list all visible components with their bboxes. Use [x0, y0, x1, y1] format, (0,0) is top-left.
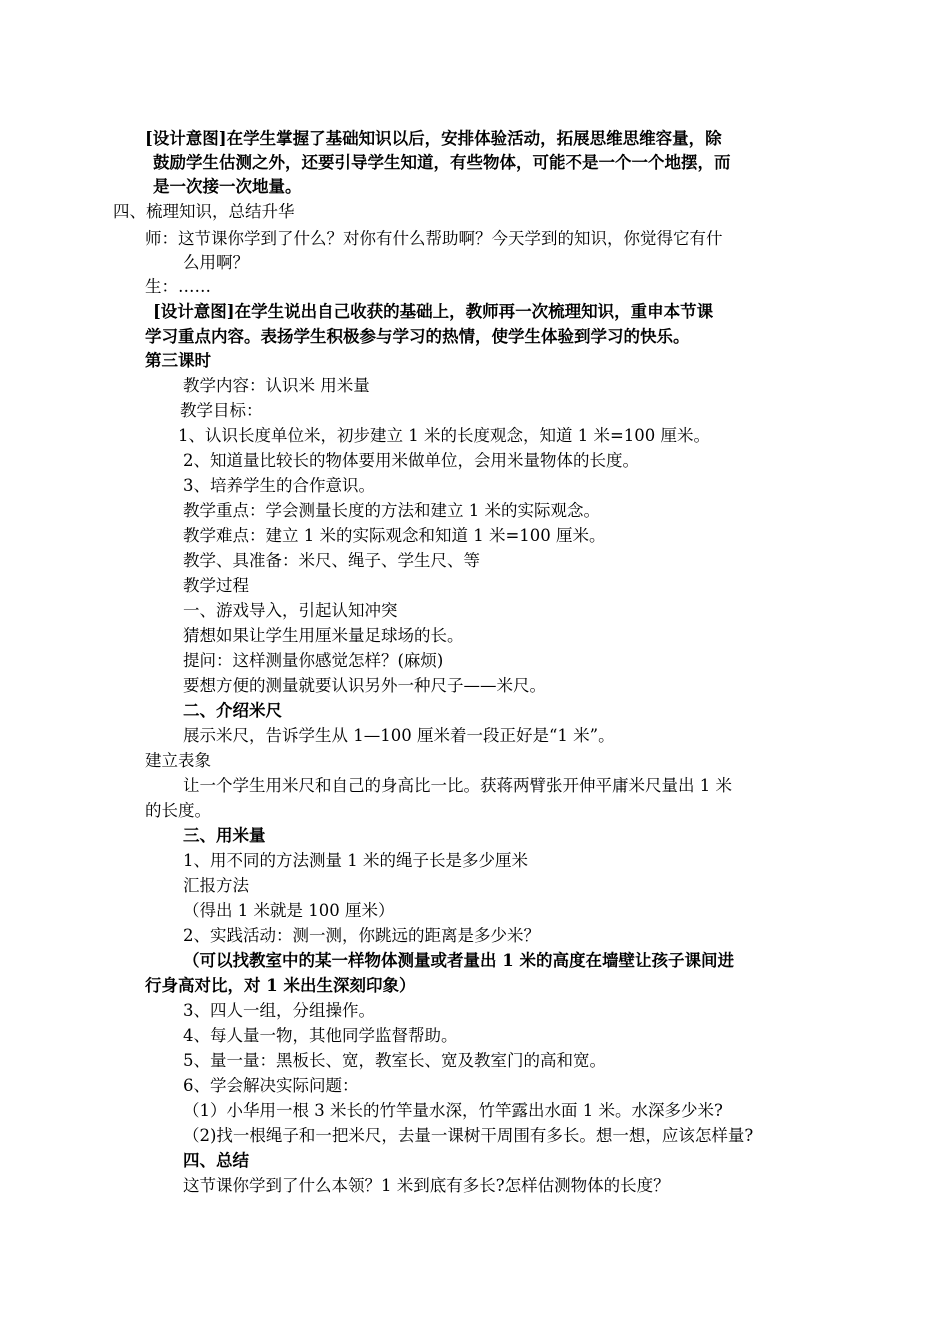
step-3-item-3: 3、四人一组，分组操作。 — [183, 1001, 375, 1020]
design-intent-2-line-1: [设计意图]在学生说出自己收获的基础上，教师再一次梳理知识，重申本节课 — [153, 302, 714, 321]
step-3-report: 汇报方法 — [183, 876, 249, 895]
step-3-result: （得出 1 米就是 100 厘米） — [183, 901, 395, 920]
step-3-item-1: 1、用不同的方法测量 1 米的绳子长是多少厘米 — [183, 851, 528, 870]
teaching-difficulty: 教学难点：建立 1 米的实际观念和知道 1 米=100 厘米。 — [183, 526, 606, 545]
teaching-objectives-label: 教学目标： — [180, 401, 263, 420]
build-image-line-1: 让一个学生用米尺和自己的身高比一比。获蒋两臂张开伸平庸米尺量出 1 米 — [183, 776, 732, 795]
design-intent-1-line-3: 是一次接一次地量。 — [153, 177, 302, 196]
section-4-heading: 四、梳理知识，总结升华 — [113, 202, 295, 221]
step-3-item-6: 6、学会解决实际问题： — [183, 1076, 359, 1095]
step-2-line-1: 展示米尺，告诉学生从 1—100 厘米着一段正好是“1 米”。 — [183, 726, 615, 745]
design-intent-2-line-2: 学习重点内容。表扬学生积极参与学习的热情，使学生体验到学习的快乐。 — [145, 327, 690, 346]
step-4-line-1: 这节课你学到了什么本领？1 米到底有多长?怎样估测物体的长度？ — [183, 1176, 670, 1195]
lesson-3-title: 第三课时 — [145, 351, 211, 370]
step-3-item-4: 4、每人量一物，其他同学监督帮助。 — [183, 1026, 458, 1045]
teaching-content: 教学内容：认识米 用米量 — [183, 376, 370, 395]
step-4-heading: 四、总结 — [183, 1151, 249, 1170]
build-image-line-2: 的长度。 — [145, 801, 211, 820]
objective-1: 1、认识长度单位米，初步建立 1 米的长度观念，知道 1 米=100 厘米。 — [178, 426, 711, 445]
objective-2: 2、知道量比较长的物体要用米做单位，会用米量物体的长度。 — [183, 451, 639, 470]
step-3-item-5: 5、量一量：黑板长、宽，教室长、宽及教室门的高和宽。 — [183, 1051, 606, 1070]
student-response: 生：…… — [145, 277, 211, 296]
step-3-heading: 三、用米量 — [183, 826, 266, 845]
teaching-key-point: 教学重点：学会测量长度的方法和建立 1 米的实际观念。 — [183, 501, 600, 520]
step-3-item-6-problem-2: （2)找一根绳子和一把米尺，去量一课树干周围有多长。想一想，应该怎样量? — [183, 1126, 754, 1145]
step-1-line-3: 要想方便的测量就要认识另外一种尺子——米尺。 — [183, 676, 546, 695]
step-3-item-2: 2、实践活动：测一测，你跳远的距离是多少米？ — [183, 926, 540, 945]
step-2-heading: 二、介绍米尺 — [183, 701, 282, 720]
step-3-item-6-problem-1: （1）小华用一根 3 米长的竹竿量水深，竹竿露出水面 1 米。水深多少米? — [183, 1101, 723, 1120]
design-intent-1-line-1: [设计意图]在学生掌握了基础知识以后，安排体验活动，拓展思维思维容量，除 — [145, 129, 722, 148]
step-1-line-1: 猜想如果让学生用厘米量足球场的长。 — [183, 626, 464, 645]
step-1-heading: 一、游戏导入，引起认知冲突 — [183, 601, 398, 620]
teaching-preparation: 教学、具准备：米尺、绳子、学生尺、等 — [183, 551, 480, 570]
teacher-question-line-2: 么用啊？ — [183, 253, 249, 272]
objective-3: 3、培养学生的合作意识。 — [183, 476, 375, 495]
teaching-process-label: 教学过程 — [183, 576, 249, 595]
build-image-heading: 建立表象 — [145, 751, 211, 770]
step-1-line-2: 提问：这样测量你感觉怎样？(麻烦) — [183, 651, 444, 670]
teacher-question-line-1: 师：这节课你学到了什么？对你有什么帮助啊？今天学到的知识，你觉得它有什 — [145, 229, 723, 248]
step-3-note-line-1: （可以找教室中的某一样物体测量或者量出 1 米的高度在墙壁让孩子课间进 — [183, 951, 734, 970]
step-3-note-line-2: 行身高对比，对 1 米出生深刻印象） — [145, 976, 416, 995]
design-intent-1-line-2: 鼓励学生估测之外，还要引导学生知道，有些物体，可能不是一个一个地摆，而 — [153, 153, 731, 172]
